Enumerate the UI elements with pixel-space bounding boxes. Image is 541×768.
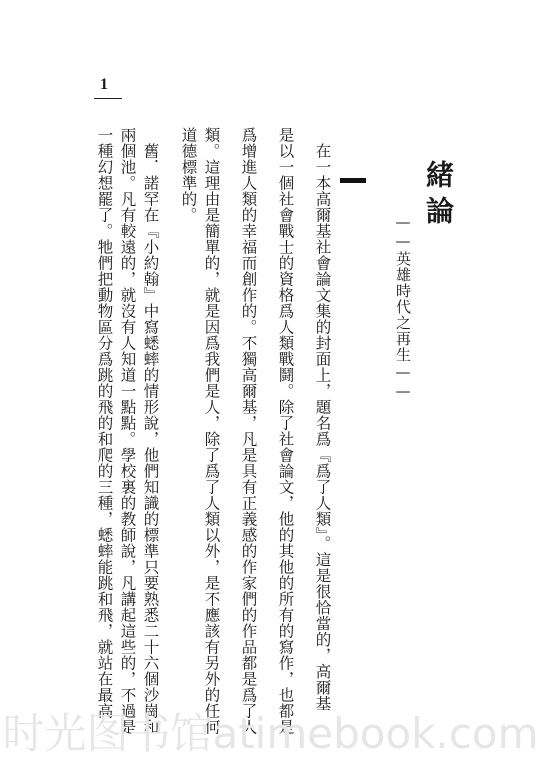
text-column: 舊．諾罕在『小約翰』中寫蟋蟀的情形說，他們知識的標準只要熟悉二十六個沙崗和 — [141, 143, 160, 735]
page-number: 1 — [100, 76, 108, 93]
text-column: 類。這理由是簡單的，就是因爲我們是人，除了爲了人類以外，是不應該有另外的任何 — [202, 127, 221, 735]
chapter-subtitle: ——英雄時代之再生—— — [394, 213, 412, 401]
text-column: 是以一個社會戰士的資格爲人類戰鬪。除了社會論文，他的其他的所有的寫作，也都是 — [276, 127, 295, 735]
text-column: 道德標準的。 — [179, 127, 198, 223]
text-column: 一種幻想罷了。牠們把動物區分爲跳的飛的和爬的三種，蟋蟀能跳和飛，就站在最高 — [95, 127, 114, 719]
watermark: 时光图书馆atimebook.com — [2, 709, 539, 758]
text-column: 兩個池。凡有較遠的，就沒有人知道一點點。學校裏的教師說，凡講起這些的，不過是 — [118, 127, 137, 735]
text-column: 爲增進人類的幸福而創作的。不獨高爾基，凡是具有正義感的作家們的作品都是爲了人 — [239, 127, 258, 735]
text-column: 在一本高爾基社會論文集的封面上，題名爲『爲了人類』。這是很恰當的，高爾基 — [313, 143, 332, 712]
page-number-rule — [94, 98, 122, 99]
section-number-mark — [340, 178, 366, 183]
chapter-title: 緒論 — [422, 160, 455, 232]
